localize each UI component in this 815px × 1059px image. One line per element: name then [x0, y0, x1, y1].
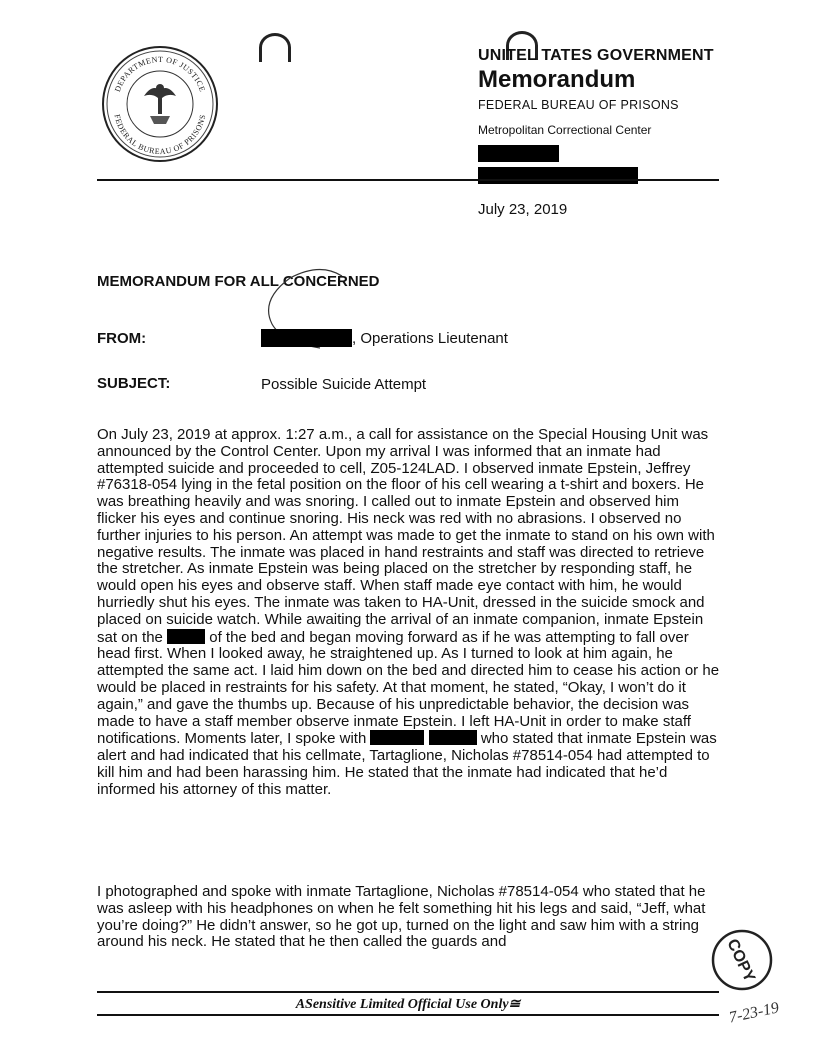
seal-text-top: DEPARTMENT OF JUSTICE	[112, 54, 208, 94]
redaction-block	[478, 145, 559, 162]
redaction-block	[167, 629, 205, 644]
agency-name: FEDERAL BUREAU OF PRISONS	[478, 98, 679, 112]
copy-stamp	[706, 918, 796, 1033]
redaction-block	[370, 730, 424, 745]
doj-bop-seal	[100, 44, 220, 164]
redaction-block	[429, 730, 477, 745]
memo-for-line: MEMORANDUM FOR ALL CONCERNED	[97, 273, 380, 290]
header-rule	[97, 179, 719, 181]
body-text-segment: On July 23, 2019 at approx. 1:27 a.m., a call for assistance on the Special Housing Unit was announced by the Control Center. Upon my arrival I was informed that an inmate had attempted suicide and proceeded to cell, Z05-124LAD. I observed inmate Epstein, Jeffrey #76318-054 lying in the fetal position on the floor of his cell wearing a t-shirt and boxers. He was breathing heavily and was snoring. I called out to inmate Epstein and observed him flicker his eyes and continue snoring. His neck was red with no abrasions. I observed no further injuries to his person. An attempt was made to get the inmate to stand on his own with negative results. The inmate was placed in hand restraints and staff was directed to retrieve the stretcher. As inmate Epstein was being placed on the stretcher by responding staff, he would open his eyes and observe staff. When staff made eye contact with him, he would hurriedly shut his eyes. The inmate was taken to HA-Unit, dressed in the suicide smock and placed on suicide watch. While awaiting the arrival of an inmate companion, inmate Epstein sat on the	[97, 426, 715, 646]
facility-name: Metropolitan Correctional Center	[478, 123, 652, 137]
handwritten-date: 7-23-19	[727, 999, 781, 1027]
footer-rule-top	[97, 991, 719, 993]
body-paragraph-1	[97, 427, 722, 799]
subject-value: Possible Suicide Attempt	[261, 376, 427, 393]
redaction-block	[478, 167, 638, 184]
memorandum-title: Memorandum	[478, 66, 636, 93]
body-text-segment: who stated that inmate Epstein was alert and had indicated that his cellmate, Tartaglione, Nicholas #78514-054 had attempted to kill him and had been harassing him. He stated that the inmate had indicated that he’d informed his attorney of this matter.	[97, 730, 717, 798]
body-paragraph-2	[97, 884, 722, 951]
body-text-segment: of the bed and began moving forward as if he was attempting to fall over head first. When I looked away, he straightened up. As I turned to look at him again, he attempted the same act. I laid him down on the bed and directed him to cease his action or he would be placed in restraints for his safety. At that moment, he stated, “Okay, I won’t do it again,” and gave the thumbs up. Because of his unpredictable behavior, the decision was made to have a staff member observe inmate Epstein. I left HA-Unit in order to make staff notifications. Moments later, I spoke with	[97, 628, 720, 748]
copy-stamp-word: COPY	[723, 936, 758, 985]
from-label: FROM:	[97, 330, 147, 347]
memo-date: July 23, 2019	[478, 201, 568, 218]
redaction-block	[261, 329, 352, 347]
punch-hole	[259, 33, 291, 62]
subject-label: SUBJECT:	[97, 375, 171, 392]
seal-text-bottom: FEDERAL BUREAU OF PRISONS	[112, 113, 208, 157]
from-value: , Operations Lieutenant	[352, 330, 508, 347]
footer-classification: ASensitive Limited Official Use Only≅	[295, 997, 521, 1012]
government-heading: UNITEL TATES GOVERNMENT	[478, 47, 714, 64]
footer-rule-bottom	[97, 1014, 719, 1016]
body-text-segment: I photographed and spoke with inmate Tartaglione, Nicholas #78514-054 who stated that he was asleep with his headphones on when he felt something hit his legs and said, “Jeff, what you’re doing?” He didn’t answer, so he got up, turned on the light and saw him with a string around his neck. He stated that he then called the guards and	[97, 883, 706, 951]
